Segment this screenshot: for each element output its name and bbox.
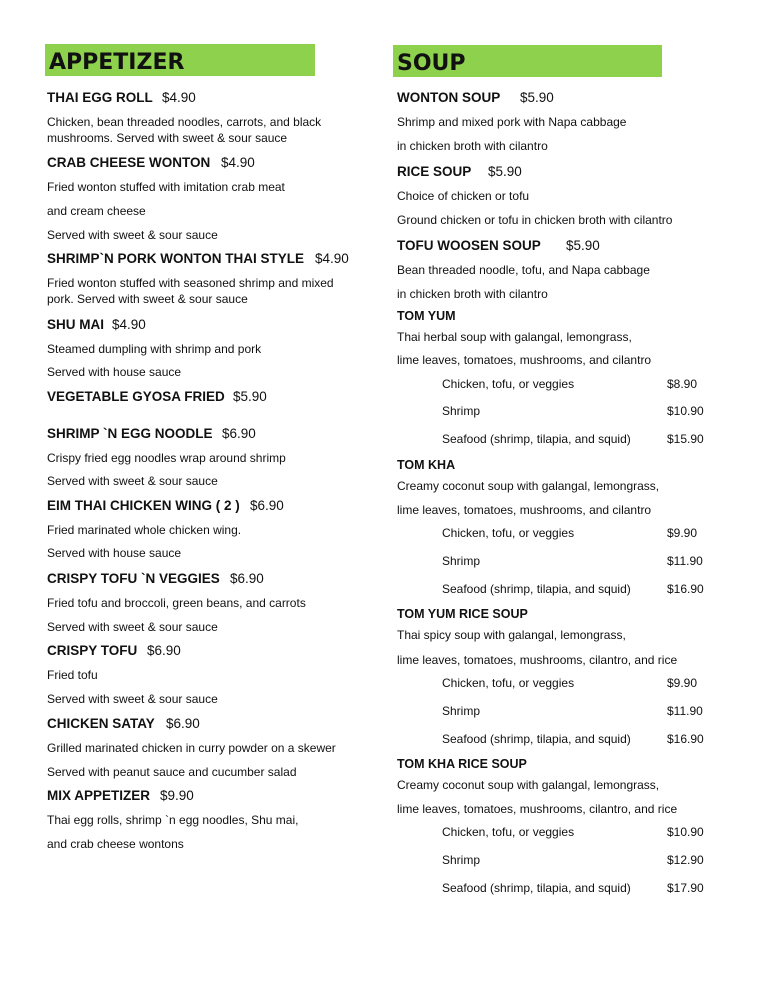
appetizer-header-bar [45,44,315,76]
menu-item-price: $6.90 [147,643,181,658]
option-price: $9.90 [667,526,698,540]
menu-item-desc: Thai herbal soup with galangal, lemongrass, [397,330,632,344]
menu-item-desc: Served with house sauce [47,546,182,560]
menu-item-name: CRISPY TOFU [47,643,138,658]
menu-item-desc: Served with sweet & sour sauce [47,474,218,488]
menu-item-desc: Chicken, bean threaded noodles, carrots, and black [47,115,322,129]
menu-item-name: TOFU WOOSEN SOUP [397,238,541,253]
menu-item-price: $4.90 [162,90,196,105]
menu-item-price: $6.90 [230,571,264,586]
menu-item-desc: lime leaves, tomatoes, mushrooms, and cilantro [397,503,652,517]
menu-item-price: $5.90 [488,164,522,179]
menu-item-name: CRISPY TOFU `N VEGGIES [47,571,220,586]
menu-item-name: TOM YUM [397,309,456,323]
menu-item-price: $9.90 [160,788,194,803]
option-price: $17.90 [667,881,704,895]
menu-item-desc: Grilled marinated chicken in curry powder on a skewer [47,741,336,755]
option-label: Shrimp [442,853,481,867]
menu-item-desc: lime leaves, tomatoes, mushrooms, and cilantro [397,353,652,367]
option-price: $16.90 [667,732,704,746]
option-price: $16.90 [667,582,704,596]
option-label: Seafood (shrimp, tilapia, and squid) [442,881,631,895]
menu-item-desc: Fried wonton stuffed with seasoned shrimp and mixed [47,276,334,290]
menu-item-desc: Crispy fried egg noodles wrap around shrimp [47,451,286,465]
option-label: Seafood (shrimp, tilapia, and squid) [442,732,631,746]
menu-item-desc: Fried tofu and broccoli, green beans, and carrots [47,596,306,610]
menu-item-desc: Served with peanut sauce and cucumber salad [47,765,297,779]
menu-item-price: $5.90 [520,90,554,105]
menu-item-desc: lime leaves, tomatoes, mushrooms, cilantro, and rice [397,653,678,667]
menu-item-desc: Served with house sauce [47,365,182,379]
option-label: Chicken, tofu, or veggies [442,377,575,391]
option-label: Chicken, tofu, or veggies [442,825,575,839]
menu-item-desc: and crab cheese wontons [47,837,184,851]
option-label: Shrimp [442,554,481,568]
option-price: $9.90 [667,676,698,690]
menu-item-desc: Bean threaded noodle, tofu, and Napa cabbage [397,263,650,277]
menu-item-desc: Ground chicken or tofu in chicken broth with cilantro [397,213,673,227]
menu-item-name: SHRIMP`N PORK WONTON THAI STYLE [47,251,305,266]
menu-item-name: TOM KHA RICE SOUP [397,757,527,771]
menu-item-name: RICE SOUP [397,164,472,179]
menu-item-price: $5.90 [566,238,600,253]
menu-item-name: CHICKEN SATAY [47,716,155,731]
menu-item-desc: Served with sweet & sour sauce [47,228,218,242]
menu-item-price: $6.90 [222,426,256,441]
menu-item-desc: in chicken broth with cilantro [397,287,548,301]
option-label: Chicken, tofu, or veggies [442,676,575,690]
option-label: Chicken, tofu, or veggies [442,526,575,540]
menu-item-desc: Thai spicy soup with galangal, lemongrass, [397,628,626,642]
menu-item-name: TOM YUM RICE SOUP [397,607,528,621]
menu-item-name: SHRIMP `N EGG NOODLE [47,426,213,441]
menu-item-name: SHU MAI [47,317,104,332]
menu-item-desc: in chicken broth with cilantro [397,139,548,153]
menu-item-name: WONTON SOUP [397,90,501,105]
menu-item-desc: Shrimp and mixed pork with Napa cabbage [397,115,627,129]
menu-item-desc: Fried tofu [47,668,98,682]
option-label: Shrimp [442,704,481,718]
option-price: $8.90 [667,377,698,391]
menu-item-desc: Steamed dumpling with shrimp and pork [47,342,262,356]
option-label: Seafood (shrimp, tilapia, and squid) [442,432,631,446]
soup-heading: SOUP [397,51,466,76]
menu-item-desc: pork. Served with sweet & sour sauce [47,292,248,306]
menu-item-desc: Served with sweet & sour sauce [47,692,218,706]
menu-item-name: TOM KHA [397,458,456,472]
option-label: Shrimp [442,404,481,418]
menu-item-desc: Fried marinated whole chicken wing. [47,523,242,537]
menu-item-price: $6.90 [166,716,200,731]
menu-item-name: MIX APPETIZER [47,788,151,803]
menu-item-price: $6.90 [250,498,284,513]
menu-item-price: $4.90 [221,155,255,170]
option-price: $12.90 [667,853,704,867]
option-price: $10.90 [667,404,704,418]
menu-item-desc: Creamy coconut soup with galangal, lemongrass, [397,778,660,792]
menu-item-desc: Thai egg rolls, shrimp `n egg noodles, Shu mai, [47,813,299,827]
menu-item-name: CRAB CHEESE WONTON [47,155,211,170]
menu-item-price: $4.90 [315,251,349,266]
option-price: $15.90 [667,432,704,446]
menu-item-name: THAI EGG ROLL [47,90,153,105]
menu-item-desc: Creamy coconut soup with galangal, lemongrass, [397,479,660,493]
menu-item-desc: Served with sweet & sour sauce [47,620,218,634]
menu-item-desc: and cream cheese [47,204,146,218]
menu-item-price: $4.90 [112,317,146,332]
soup-header-bar [393,45,662,77]
option-label: Seafood (shrimp, tilapia, and squid) [442,582,631,596]
menu-item-desc: Fried wonton stuffed with imitation crab meat [47,180,285,194]
appetizer-heading: APPETIZER [49,50,185,75]
menu-item-name: VEGETABLE GYOSA FRIED [47,389,225,404]
option-price: $11.90 [667,704,703,718]
menu-item-price: $5.90 [233,389,267,404]
menu-item-desc: Choice of chicken or tofu [397,189,530,203]
menu-item-name: EIM THAI CHICKEN WING ( 2 ) [47,498,240,513]
option-price: $10.90 [667,825,704,839]
option-price: $11.90 [667,554,703,568]
menu-item-desc: mushrooms. Served with sweet & sour sauce [47,131,288,145]
menu-item-desc: lime leaves, tomatoes, mushrooms, cilantro, and rice [397,802,678,816]
